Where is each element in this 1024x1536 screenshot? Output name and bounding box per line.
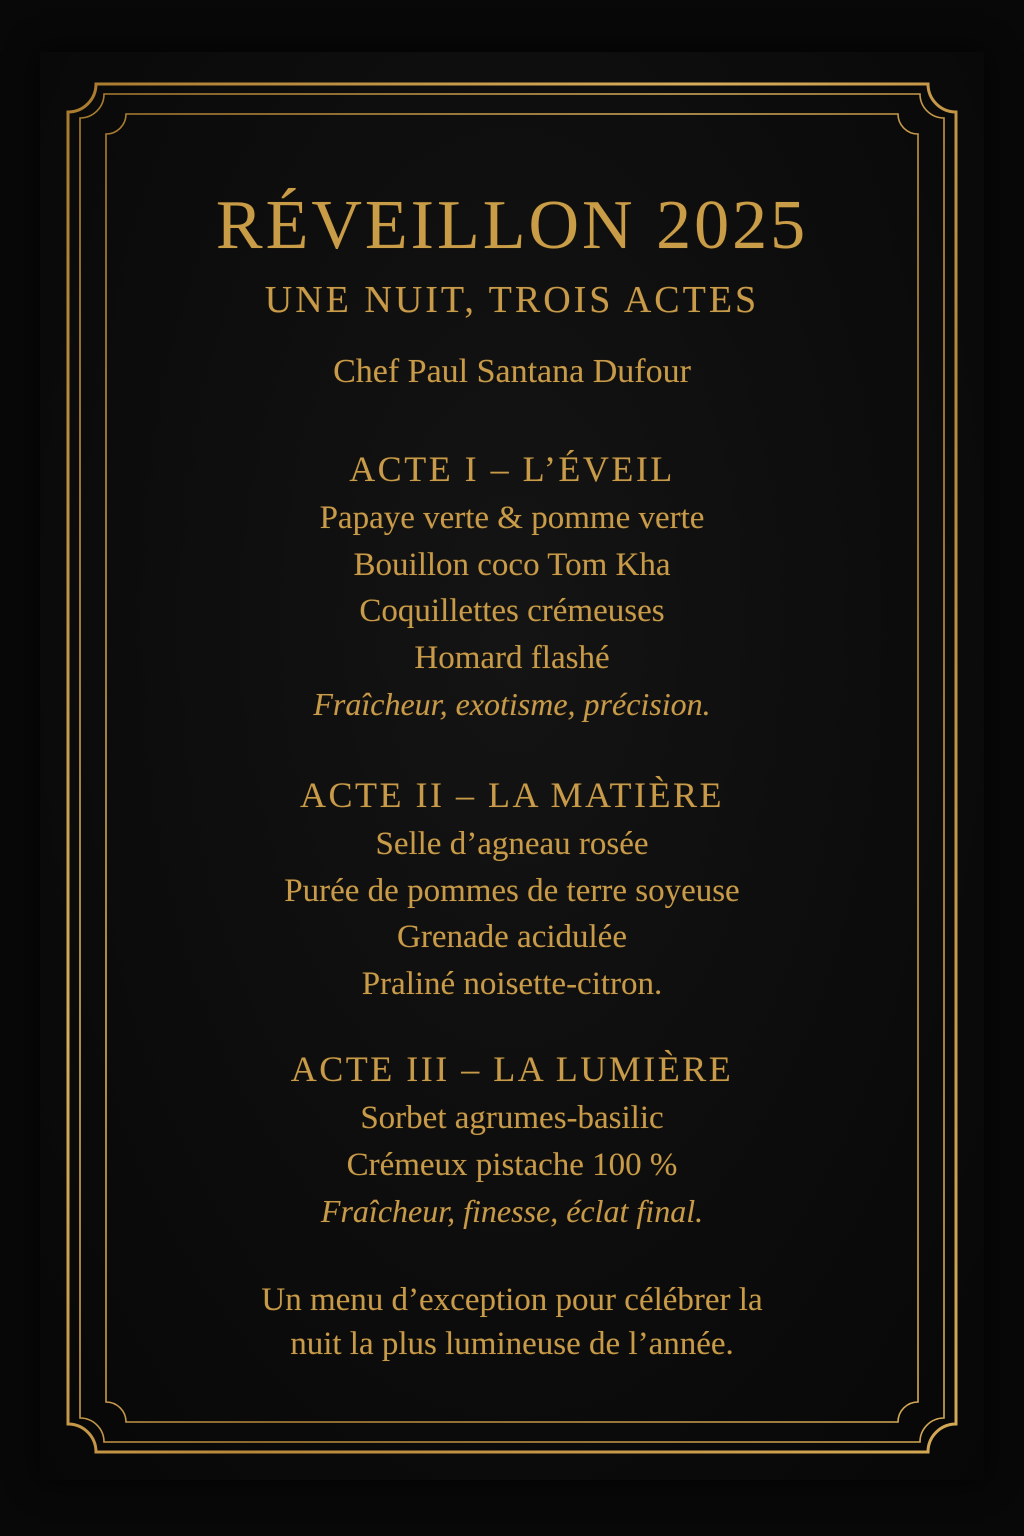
closing-message [110,1278,914,1366]
act-tagline: Fraîcheur, finesse, éclat final. [320,1193,704,1229]
dish-item: Selle d’agneau rosée [375,826,649,862]
dish-item: Homard flashé [414,639,610,676]
act-heading: ACTE I – L’ÉVEIL [349,449,675,489]
dish-item: Sorbet agrumes-basilic [360,1100,664,1136]
menu-subtitle: UNE NUIT, TROIS ACTES [264,279,760,321]
dish-item: Purée de pommes de terre soyeuse [284,872,740,909]
menu-title: RÉVEILLON 2025 [215,187,809,264]
dish-item: Grenade acidulée [397,919,627,955]
act-section [110,1043,914,1235]
closing-line: Un menu d’exception pour célébrer la [261,1282,763,1318]
chef-name: Chef Paul Santana Dufour [333,353,691,390]
dish-item: Bouillon coco Tom Kha [353,546,671,583]
closing-line: nuit la plus lumineuse de l’année. [290,1326,734,1362]
act-heading: ACTE III – LA LUMIÈRE [290,1049,734,1089]
act-section [110,443,914,728]
dish-item: Crémeux pistache 100 % [346,1146,678,1183]
dish-item: Coquillettes crémeuses [359,593,665,629]
act-heading: ACTE II – LA MATIÈRE [300,775,724,815]
act-tagline: Fraîcheur, exotisme, précision. [313,686,711,722]
menu-content [110,0,914,1536]
dish-item: Papaye verte & pomme verte [319,500,705,536]
act-section [110,769,914,1007]
dish-item: Praliné noisette-citron. [361,965,663,1002]
